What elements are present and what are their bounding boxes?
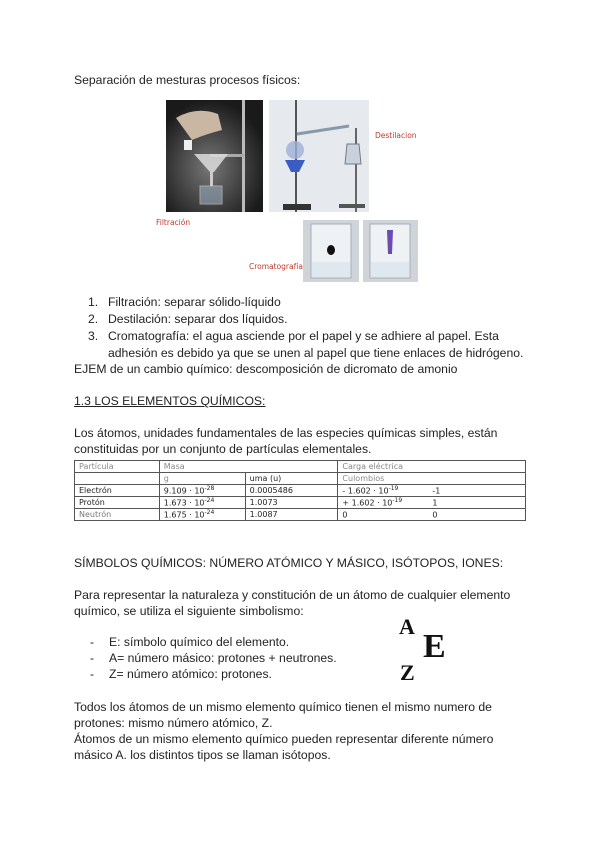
list-item: - Z= número atómico: protones. [90, 667, 272, 681]
separation-steps [88, 294, 528, 362]
table-row: Electrón $9.109 \cdot 10^{-28}$ 0.0005486 - $1.602 \cdot 10^{-19}$ -1 [75, 485, 526, 497]
list-item: 3. Cromatografía: el agua asciende por el papel y se adhiere al papel. Esta adhesión es debido ya que se unen al papel que tiene enlaces de hidrógeno. [88, 329, 524, 360]
list-item: 2. Destilación: separar dos líquidos. [88, 312, 288, 326]
distillation-illustration [269, 100, 369, 212]
chromatography-beaker-2 [363, 220, 418, 282]
list-item: - E: símbolo químico del elemento. [90, 635, 290, 649]
ejem-text: EJEM de un cambio químico: descomposición de dicromato de amonio [74, 362, 458, 376]
symbol-list [90, 634, 337, 682]
table-header-row: Partícula Masa Carga eléctrica [75, 461, 526, 473]
chromatography-photo-2 [363, 220, 418, 282]
filtration-illustration [166, 100, 263, 212]
chromatography-beaker-1 [303, 220, 359, 282]
atomic-number-symbol: Z [400, 660, 415, 685]
section-heading: 1.3 LOS ELEMENTOS QUÍMICOS: [74, 394, 266, 408]
list-item: 1. Filtración: separar sólido-líquido [88, 295, 281, 309]
list-item: - A= número másico: protones + neutrones. [90, 651, 337, 665]
filtration-photo [166, 100, 263, 212]
label-cromatografia: Cromatografía [249, 262, 303, 271]
chromatography-photo-1 [303, 220, 359, 282]
table-row: Protón $1.673 \cdot 10^{-24}$ 1.0073 + $1.602 \cdot 10^{-19}$ 1 [75, 497, 526, 509]
final-paragraph: Todos los átomos de un mismo elemento químico tienen el mismo numero de protones: mismo número atómico, Z. Átomos de un mismo elemento químico pueden representar diferente número másico A. los distintos tipos se llaman isótopos. [74, 700, 494, 762]
mass-number-symbol: A [399, 614, 415, 639]
particles-table [74, 460, 526, 521]
intro-text: Separación de mesturas procesos físicos: [74, 73, 301, 87]
atoms-paragraph: Los átomos, unidades fundamentales de las especies químicas simples, están constituidas por un conjunto de partículas elementales. [74, 426, 498, 456]
label-filtracion: Filtración [156, 218, 191, 227]
table-row: Neutrón $1.675 \cdot 10^{-24}$ 1.0087 0 0 [75, 509, 526, 521]
table-subheader-row: g uma (u) Culombios [75, 473, 526, 485]
label-distilacion: Destilacion [375, 131, 417, 140]
element-symbol: E [423, 628, 446, 665]
distillation-photo [269, 100, 369, 212]
representation-paragraph: Para representar la naturaleza y constitución de un átomo de cualquier elemento químico, se utiliza el siguiente simbolismo: [74, 588, 511, 618]
symbols-heading: SÍMBOLOS QUÍMICOS: NÚMERO ATÓMICO Y MÁSICO, ISÓTOPOS, IONES: [74, 556, 504, 570]
